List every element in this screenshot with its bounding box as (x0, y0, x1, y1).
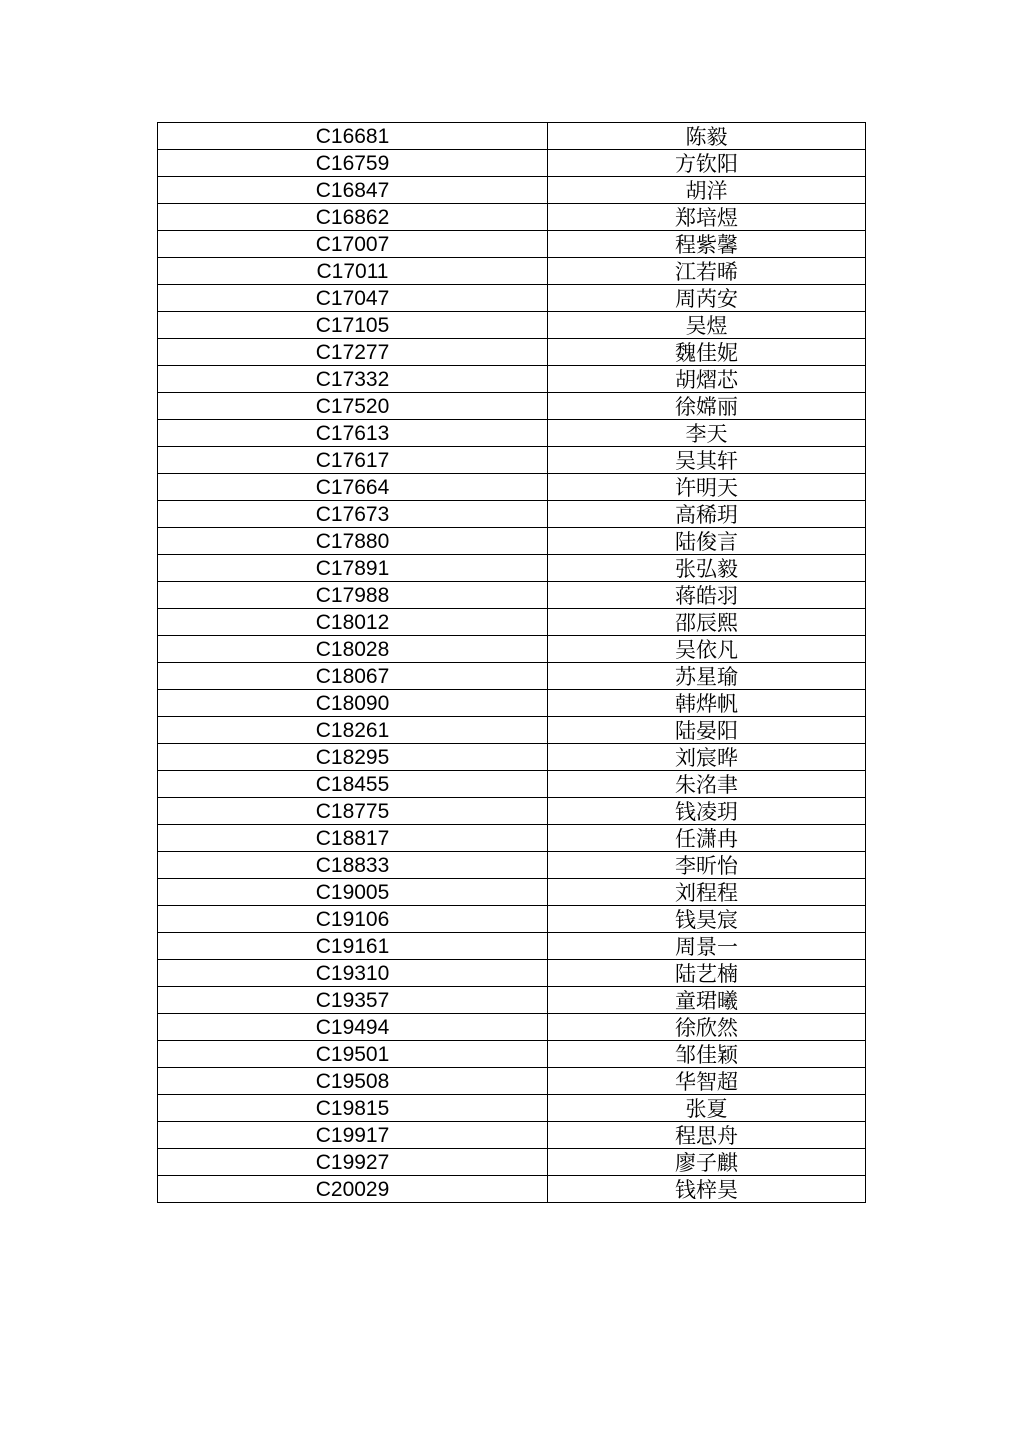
student-id-cell: C18067 (158, 663, 548, 690)
table-row (158, 339, 866, 366)
student-name-cell: 陆艺楠 (548, 960, 866, 987)
student-id-cell: C19310 (158, 960, 548, 987)
student-name-cell: 陆俊言 (548, 528, 866, 555)
table-row (158, 636, 866, 663)
student-id-cell: C16862 (158, 204, 548, 231)
student-id-cell: C17664 (158, 474, 548, 501)
student-name-cell: 徐嫦丽 (548, 393, 866, 420)
table-row (158, 1041, 866, 1068)
student-id-cell: C17988 (158, 582, 548, 609)
table-row (158, 528, 866, 555)
table-row (158, 663, 866, 690)
table-row (158, 177, 866, 204)
student-name-cell: 程思舟 (548, 1122, 866, 1149)
student-name-cell: 胡熠芯 (548, 366, 866, 393)
student-id-cell: C19917 (158, 1122, 548, 1149)
student-name-cell: 吴其轩 (548, 447, 866, 474)
student-id-cell: C17617 (158, 447, 548, 474)
table-row (158, 1068, 866, 1095)
student-name-cell: 朱洺聿 (548, 771, 866, 798)
student-id-cell: C19501 (158, 1041, 548, 1068)
student-name-cell: 华智超 (548, 1068, 866, 1095)
table-row (158, 987, 866, 1014)
table-row (158, 1149, 866, 1176)
student-name-cell: 廖子麒 (548, 1149, 866, 1176)
table-row (158, 852, 866, 879)
table-row (158, 285, 866, 312)
student-id-cell: C18012 (158, 609, 548, 636)
student-id-cell: C17277 (158, 339, 548, 366)
student-name-cell: 周景一 (548, 933, 866, 960)
student-id-cell: C16681 (158, 123, 548, 150)
table-row (158, 204, 866, 231)
student-name-cell: 许明天 (548, 474, 866, 501)
student-name-cell: 李昕怡 (548, 852, 866, 879)
table-row (158, 582, 866, 609)
student-id-cell: C17332 (158, 366, 548, 393)
student-name-cell: 李天 (548, 420, 866, 447)
student-name-cell: 周芮安 (548, 285, 866, 312)
student-id-cell: C19357 (158, 987, 548, 1014)
table-row (158, 393, 866, 420)
table-row (158, 123, 866, 150)
table-row (158, 906, 866, 933)
student-id-cell: C17880 (158, 528, 548, 555)
student-name-cell: 刘程程 (548, 879, 866, 906)
student-name-cell: 魏佳妮 (548, 339, 866, 366)
student-name-cell: 陆晏阳 (548, 717, 866, 744)
student-id-cell: C17613 (158, 420, 548, 447)
student-id-cell: C19161 (158, 933, 548, 960)
student-id-cell: C17520 (158, 393, 548, 420)
roster-table-body (158, 123, 866, 1203)
student-id-cell: C18090 (158, 690, 548, 717)
student-name-cell: 刘宸晔 (548, 744, 866, 771)
table-row (158, 771, 866, 798)
student-id-cell: C17047 (158, 285, 548, 312)
student-id-cell: C17011 (158, 258, 548, 285)
student-id-cell: C18833 (158, 852, 548, 879)
table-row (158, 609, 866, 636)
student-name-cell: 邵辰熙 (548, 609, 866, 636)
student-name-cell: 胡洋 (548, 177, 866, 204)
student-name-cell: 蒋皓羽 (548, 582, 866, 609)
table-row (158, 420, 866, 447)
student-name-cell: 高稀玥 (548, 501, 866, 528)
table-row (158, 879, 866, 906)
student-name-cell: 邹佳颖 (548, 1041, 866, 1068)
student-name-cell: 钱凌玥 (548, 798, 866, 825)
table-row (158, 690, 866, 717)
student-id-cell: C19106 (158, 906, 548, 933)
table-row (158, 150, 866, 177)
student-name-cell: 徐欣然 (548, 1014, 866, 1041)
table-row (158, 312, 866, 339)
student-id-cell: C16847 (158, 177, 548, 204)
student-name-cell: 钱梓昊 (548, 1176, 866, 1203)
table-row (158, 1095, 866, 1122)
student-id-cell: C16759 (158, 150, 548, 177)
student-name-cell: 任潇冉 (548, 825, 866, 852)
table-row (158, 555, 866, 582)
table-row (158, 366, 866, 393)
student-name-cell: 方钦阳 (548, 150, 866, 177)
student-name-cell: 吴依凡 (548, 636, 866, 663)
table-row (158, 744, 866, 771)
student-name-cell: 童珺曦 (548, 987, 866, 1014)
student-id-cell: C19927 (158, 1149, 548, 1176)
table-row (158, 474, 866, 501)
table-row (158, 798, 866, 825)
table-row (158, 960, 866, 987)
table-row (158, 1122, 866, 1149)
student-name-cell: 江若晞 (548, 258, 866, 285)
student-id-cell: C17105 (158, 312, 548, 339)
student-id-cell: C20029 (158, 1176, 548, 1203)
table-row (158, 933, 866, 960)
student-id-cell: C17891 (158, 555, 548, 582)
student-name-cell: 钱昊宸 (548, 906, 866, 933)
student-name-cell: 张弘毅 (548, 555, 866, 582)
table-row (158, 231, 866, 258)
student-id-cell: C19494 (158, 1014, 548, 1041)
table-row (158, 258, 866, 285)
student-name-cell: 韩烨帆 (548, 690, 866, 717)
student-name-cell: 郑培煜 (548, 204, 866, 231)
student-id-cell: C18817 (158, 825, 548, 852)
student-id-cell: C18028 (158, 636, 548, 663)
student-id-cell: C17007 (158, 231, 548, 258)
table-row (158, 447, 866, 474)
roster-table (157, 122, 866, 1203)
table-row (158, 1014, 866, 1041)
student-name-cell: 陈毅 (548, 123, 866, 150)
student-name-cell: 苏星瑜 (548, 663, 866, 690)
table-row (158, 501, 866, 528)
table-row (158, 717, 866, 744)
student-id-cell: C19005 (158, 879, 548, 906)
table-row (158, 1176, 866, 1203)
student-id-cell: C18455 (158, 771, 548, 798)
student-id-cell: C19815 (158, 1095, 548, 1122)
student-id-cell: C17673 (158, 501, 548, 528)
student-id-cell: C18261 (158, 717, 548, 744)
table-row (158, 825, 866, 852)
student-id-cell: C19508 (158, 1068, 548, 1095)
student-id-cell: C18295 (158, 744, 548, 771)
student-name-cell: 吴煜 (548, 312, 866, 339)
student-name-cell: 张夏 (548, 1095, 866, 1122)
student-name-cell: 程紫馨 (548, 231, 866, 258)
student-id-cell: C18775 (158, 798, 548, 825)
